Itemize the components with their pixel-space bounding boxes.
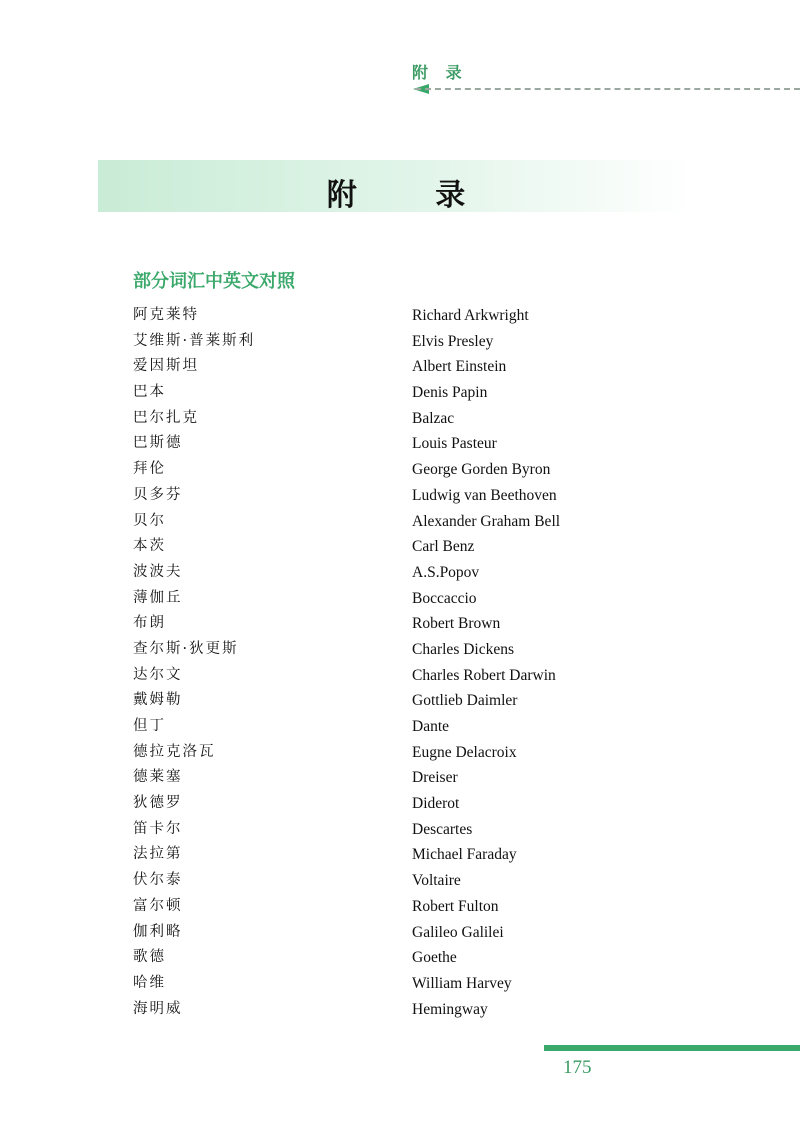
chinese-term: 哈维 [133,974,166,991]
chinese-term: 波波夫 [133,563,183,580]
chinese-term: 富尔顿 [133,897,183,914]
chinese-term: 歌德 [133,949,166,966]
english-term: Balzac [412,409,455,427]
chinese-term: 查尔斯·狄更斯 [133,640,239,657]
glossary-list [133,303,653,1022]
glossary-row [133,894,653,920]
english-term: Elvis Presley [412,332,494,350]
section-heading: 部分词汇中英文对照 [133,271,295,292]
english-term: Charles Robert Darwin [412,666,556,684]
glossary-row [133,765,653,791]
english-term: Descartes [412,820,473,838]
chinese-term: 拜伦 [133,461,166,478]
chinese-term: 艾维斯·普莱斯利 [133,332,256,349]
footer-bar [544,1045,800,1051]
glossary-row [133,842,653,868]
english-term: Hemingway [412,1000,488,1018]
chinese-term: 巴斯德 [133,435,183,452]
chinese-term: 阿克莱特 [133,307,199,323]
glossary-row [133,637,653,663]
glossary-row [133,354,653,380]
glossary-row [133,740,653,766]
chinese-term: 德拉克洛瓦 [133,743,216,760]
english-term: Charles Dickens [412,640,515,658]
chinese-term: 贝多芬 [133,486,183,503]
chinese-term: 巴尔扎克 [133,409,199,426]
glossary-row [133,406,653,432]
glossary-row [133,945,653,971]
chinese-term: 布朗 [133,615,166,632]
glossary-row [133,868,653,894]
glossary-row [133,329,653,355]
glossary-row [133,431,653,457]
chinese-term: 但丁 [133,718,166,734]
english-term: Albert Einstein [412,358,507,376]
english-term: Michael Faraday [412,846,517,864]
glossary-row [133,663,653,689]
english-term: Ludwig van Beethoven [412,486,557,504]
english-term: William Harvey [412,974,512,992]
chinese-term: 薄伽丘 [133,589,183,606]
glossary-row [133,586,653,612]
chinese-term: 德莱塞 [133,769,183,786]
english-term: Robert Fulton [412,897,499,915]
english-term: Richard Arkwright [412,307,529,324]
glossary-row [133,997,653,1023]
glossary-row [133,303,653,329]
glossary-row [133,920,653,946]
chinese-term: 狄德罗 [133,795,183,812]
english-term: A.S.Popov [412,563,480,581]
english-term: Robert Brown [412,615,501,633]
english-term: Gottlieb Daimler [412,692,518,710]
running-head: 附 录 [412,63,468,82]
glossary-row [133,611,653,637]
glossary-row [133,791,653,817]
header-dashed-rule [415,88,800,90]
english-term: Carl Benz [412,538,475,556]
glossary-row [133,380,653,406]
chinese-term: 巴本 [133,384,166,401]
glossary-row [133,560,653,586]
glossary-row [133,483,653,509]
english-term: Alexander Graham Bell [412,512,561,530]
chinese-term: 爱因斯坦 [133,358,199,375]
chinese-term: 达尔文 [133,666,183,683]
chinese-term: 戴姆勒 [133,692,183,709]
chinese-term: 本茨 [133,538,166,555]
title-band [98,160,694,212]
english-term: George Gorden Byron [412,461,551,479]
page-number: 175 [563,1057,592,1078]
glossary-row [133,509,653,535]
page-title: 附 录 [326,178,500,213]
glossary-row [133,688,653,714]
chinese-term: 海明威 [133,1000,183,1017]
english-term: Voltaire [412,872,461,890]
chinese-term: 贝尔 [133,512,166,529]
english-term: Eugne Delacroix [412,743,517,761]
glossary-row [133,534,653,560]
glossary-row [133,457,653,483]
english-term: Goethe [412,949,457,967]
glossary-row [133,817,653,843]
chinese-term: 伽利略 [133,923,183,940]
english-term: Louis Pasteur [412,435,497,453]
glossary-row [133,971,653,997]
english-term: Boccaccio [412,589,477,607]
english-term: Diderot [412,795,460,813]
chinese-term: 法拉第 [133,846,183,863]
english-term: Dante [412,718,450,735]
glossary-row [133,714,653,740]
chinese-term: 笛卡尔 [133,820,183,837]
chinese-term: 伏尔泰 [133,872,183,889]
english-term: Denis Papin [412,384,488,402]
english-term: Dreiser [412,769,458,787]
english-term: Galileo Galilei [412,923,504,941]
